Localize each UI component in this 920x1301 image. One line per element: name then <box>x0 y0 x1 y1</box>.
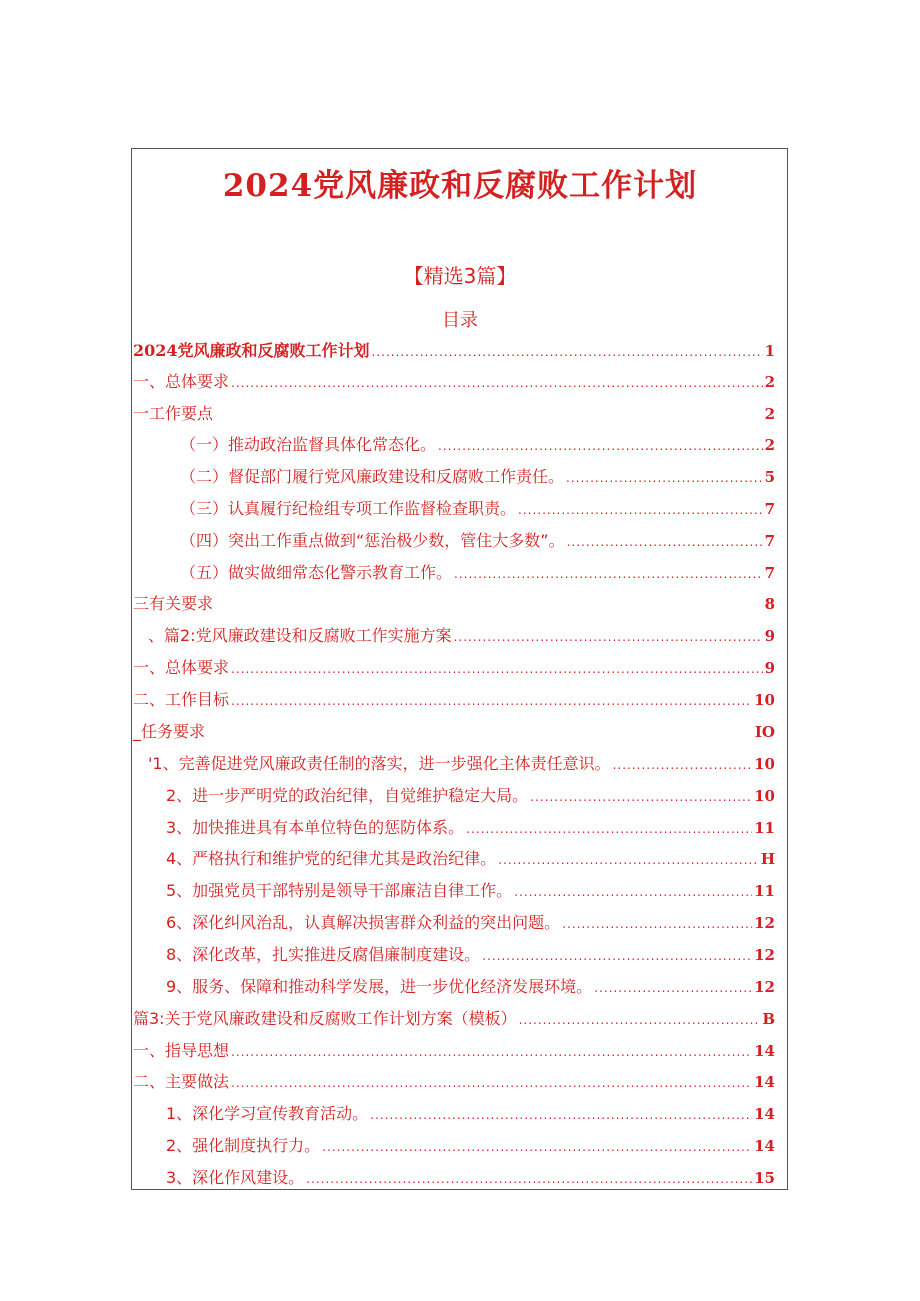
toc-entry-label: （二）督促部门履行党风廉政建设和反腐败工作责任。 <box>180 467 565 486</box>
toc-leader <box>482 949 752 963</box>
toc-leader <box>566 471 763 485</box>
toc-page-number: 12 <box>754 946 775 964</box>
toc-entry-label: 二、工作目标 <box>133 690 230 709</box>
toc-page-number: 2 <box>764 373 775 391</box>
toc-page-number: 7 <box>764 532 775 550</box>
toc-entry-label: 2、强化制度执行力。 <box>166 1136 321 1155</box>
toc-entry-label: 一、指导思想 <box>133 1041 230 1060</box>
toc-entry-label: （一）推动政治监督具体化常态化。 <box>180 435 437 454</box>
toc-leader <box>231 376 763 390</box>
toc-page-number: 8 <box>764 595 775 613</box>
toc-page-number: 5 <box>764 468 775 486</box>
toc-entry[interactable] <box>133 401 775 427</box>
toc-entry[interactable] <box>133 338 775 364</box>
toc-entry[interactable] <box>166 1165 775 1191</box>
toc-page-number: 9 <box>764 659 775 677</box>
toc-leader <box>231 662 763 676</box>
toc-leader <box>498 853 759 867</box>
toc-entry[interactable] <box>166 846 775 872</box>
toc-entry[interactable] <box>166 910 775 936</box>
toc-entry[interactable] <box>180 432 775 458</box>
toc-leader <box>594 981 752 995</box>
toc-entry-label: 、篇2:党风廉政建设和反腐败工作实施方案 <box>148 626 452 645</box>
toc-page-number: 10 <box>754 691 775 709</box>
toc-leader <box>231 1076 752 1090</box>
toc-entry[interactable] <box>133 655 775 681</box>
toc-entry-label: 1、深化学习宣传教育活动。 <box>166 1104 369 1123</box>
toc-entry[interactable] <box>180 496 775 522</box>
toc-leader <box>518 503 763 517</box>
toc-leader <box>466 822 752 836</box>
document-title: 2024党风廉政和反腐败工作计划 <box>222 168 698 204</box>
toc-entry[interactable] <box>133 369 775 395</box>
toc-entry-label: （五）做实做细常态化警示教育工作。 <box>180 563 453 582</box>
toc-leader <box>514 885 752 899</box>
toc-entry[interactable] <box>133 719 775 745</box>
toc-leader <box>438 439 763 453</box>
toc-heading: 目录 <box>442 310 478 331</box>
document-subtitle: 【精选3篇】 <box>403 264 517 288</box>
toc-leader <box>370 1108 752 1122</box>
toc-entry-label: 3、深化作风建设。 <box>166 1168 305 1187</box>
toc-entry-label: 2、进一步严明党的政治纪律，自觉维护稳定大局。 <box>166 786 529 805</box>
toc-entry-label: 一工作要点 <box>133 404 214 423</box>
toc-leader <box>562 917 752 931</box>
toc-leader <box>454 630 763 644</box>
toc-entry[interactable] <box>133 687 775 713</box>
toc-leader <box>519 1013 761 1027</box>
toc-entry[interactable] <box>133 591 775 617</box>
toc-entry[interactable] <box>180 464 775 490</box>
toc-entry[interactable] <box>166 878 775 904</box>
toc-entry[interactable] <box>166 783 775 809</box>
toc-entry-label: 三有关要求 <box>133 594 214 613</box>
toc-leader <box>530 790 752 804</box>
toc-leader <box>372 345 763 359</box>
toc-entry[interactable] <box>166 942 775 968</box>
toc-entry-label: _任务要求 <box>133 722 206 741</box>
toc-entry-label: 9、服务、保障和推动科学发展，进一步优化经济发展环境。 <box>166 977 593 996</box>
toc-page-number: 7 <box>764 500 775 518</box>
toc-entry[interactable] <box>133 1038 775 1064</box>
toc-entry-label: 6、深化纠风治乱，认真解决损害群众利益的突出问题。 <box>166 913 561 932</box>
toc-page-number: 2 <box>764 405 775 423</box>
toc-entry-label: 4、严格执行和维护党的纪律尤其是政治纪律。 <box>166 849 497 868</box>
toc-entry[interactable] <box>148 623 775 649</box>
toc-leader <box>613 758 753 772</box>
toc-page-number: IO <box>754 723 775 741</box>
toc-page-number: 11 <box>754 819 775 837</box>
toc-leader <box>322 1140 752 1154</box>
toc-entry[interactable] <box>166 1101 775 1127</box>
toc-entry[interactable] <box>166 815 775 841</box>
toc-entry-label: （四）突出工作重点做到“惩治极少数，管住大多数”。 <box>180 531 565 550</box>
toc-entry[interactable] <box>133 1069 775 1095</box>
toc-page-number: 1 <box>764 342 775 360</box>
toc-page-number: 11 <box>754 882 775 900</box>
toc-entry[interactable] <box>180 528 775 554</box>
toc-entry-label: '1、完善促进党风廉政责任制的落实，进一步强化主体责任意识。 <box>148 754 611 773</box>
toc-page-number: 12 <box>754 914 775 932</box>
toc-page-number: 14 <box>754 1137 775 1155</box>
toc-entry-label: （三）认真履行纪检组专项工作监督检查职责。 <box>180 499 517 518</box>
toc-page-number: 10 <box>754 755 775 773</box>
toc-leader <box>231 1045 752 1059</box>
toc-entry[interactable] <box>180 560 775 586</box>
toc-entry-label: 2024党风廉政和反腐败工作计划 <box>133 341 370 360</box>
toc-leader <box>567 535 763 549</box>
toc-entry-label: 一、总体要求 <box>133 372 230 391</box>
toc-page-number: 15 <box>754 1169 775 1187</box>
toc-entry[interactable] <box>166 1133 775 1159</box>
toc-page-number: 12 <box>754 978 775 996</box>
toc-entry-label: 一、总体要求 <box>133 658 230 677</box>
toc-page-number: 14 <box>754 1042 775 1060</box>
toc-entry[interactable] <box>148 751 775 777</box>
toc-entry-label: 二、主要做法 <box>133 1072 230 1091</box>
toc-page-number: H <box>760 850 775 868</box>
toc-entry[interactable] <box>166 974 775 1000</box>
toc-entry[interactable] <box>133 1006 775 1032</box>
toc-page-number: 10 <box>754 787 775 805</box>
toc-entry-label: 8、深化改革，扎实推进反腐倡廉制度建设。 <box>166 945 481 964</box>
toc-leader <box>454 567 763 581</box>
toc-page-number: 9 <box>764 627 775 645</box>
toc-page-number: 2 <box>764 436 775 454</box>
toc-page-number: 7 <box>764 564 775 582</box>
toc-page-number: B <box>762 1010 775 1028</box>
toc-entry-label: 3、加快推进具有本单位特色的惩防体系。 <box>166 818 465 837</box>
toc-page-number: 14 <box>754 1073 775 1091</box>
toc-page-number: 14 <box>754 1105 775 1123</box>
toc-leader <box>306 1172 752 1186</box>
toc-entry-label: 篇3:关于党风廉政建设和反腐败工作计划方案（模板） <box>133 1009 517 1028</box>
toc-entry-label: 5、加强党员干部特别是领导干部廉洁自律工作。 <box>166 881 513 900</box>
toc-leader <box>231 694 752 708</box>
